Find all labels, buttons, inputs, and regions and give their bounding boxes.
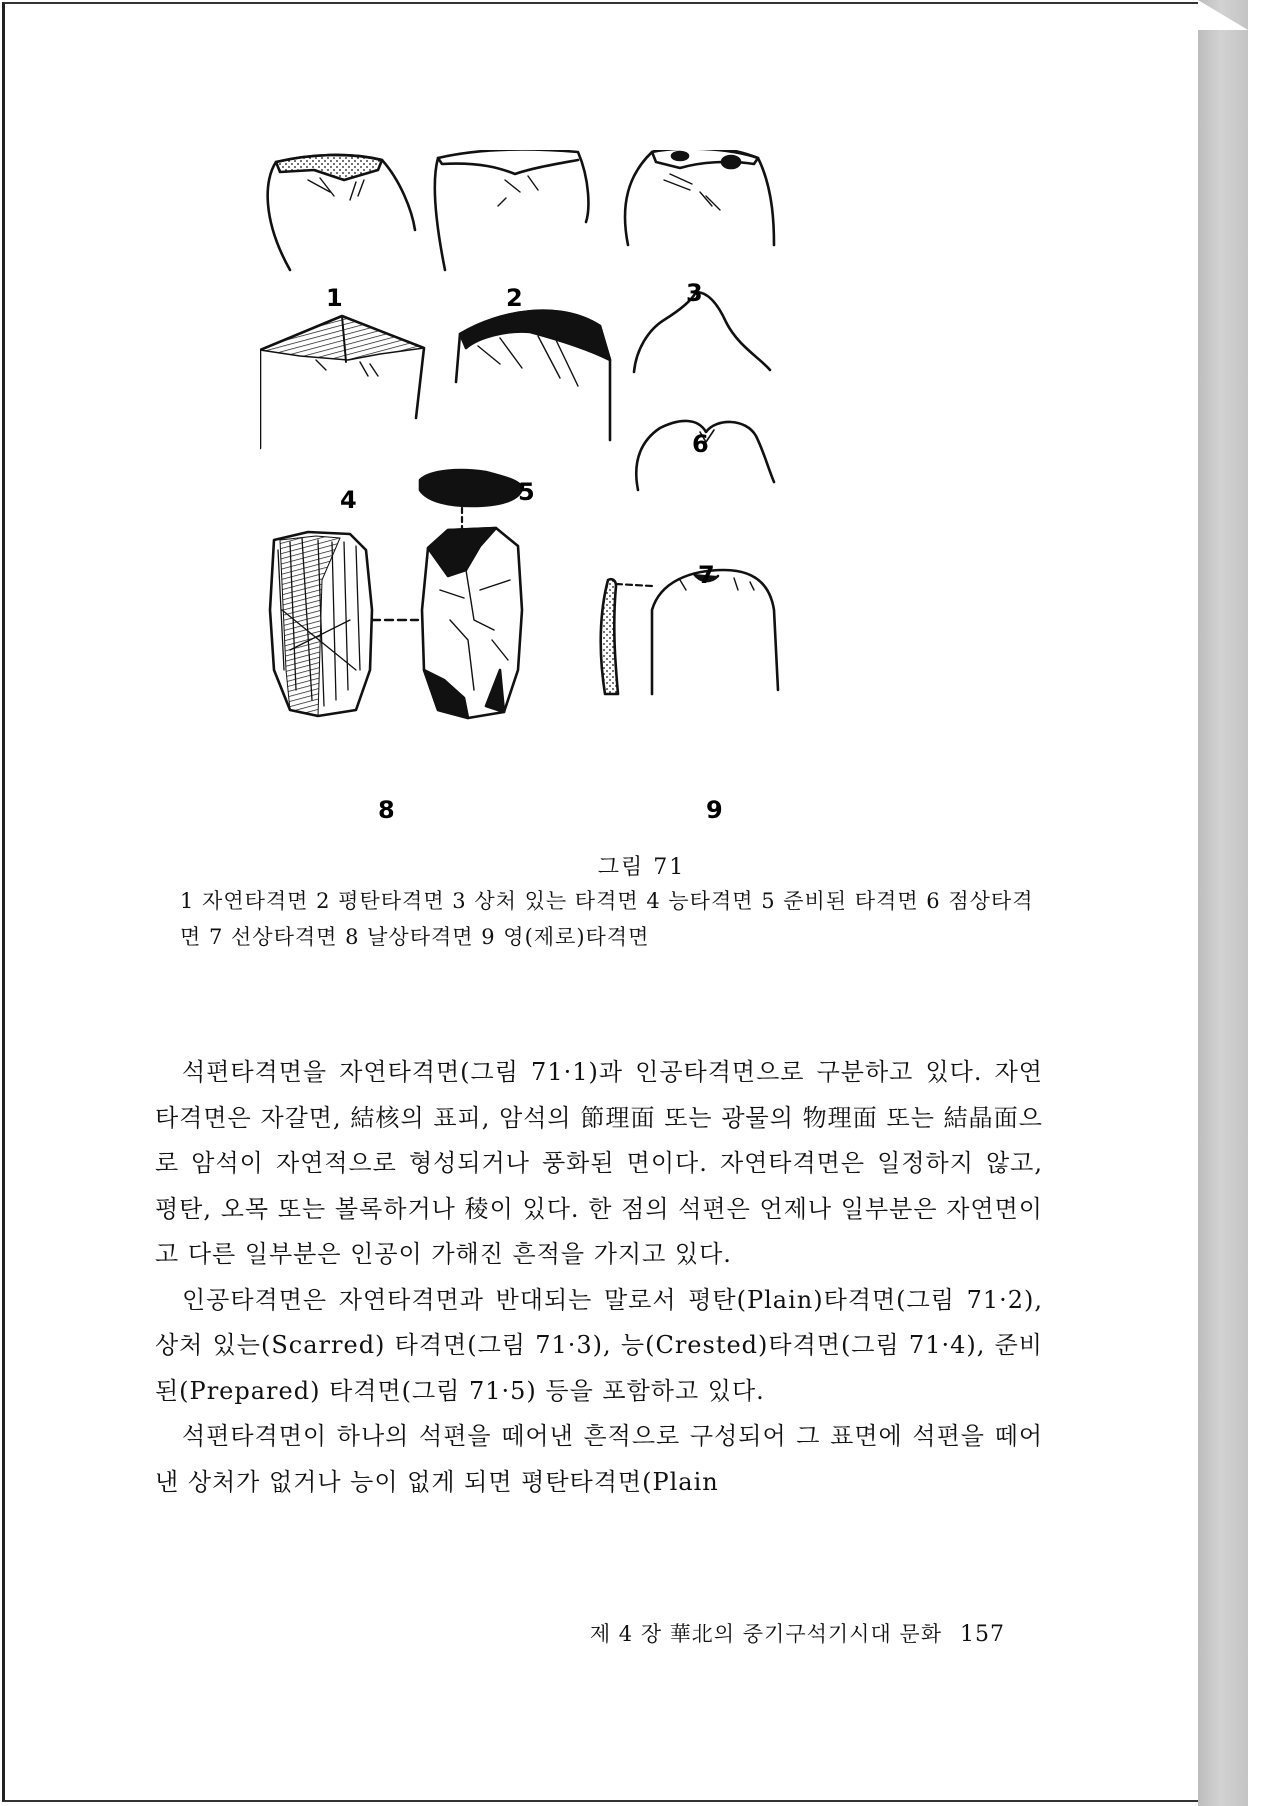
flake-drawing-9 — [601, 570, 778, 694]
flake-drawing-3 — [625, 150, 774, 245]
figure-title: 그림 71 — [597, 855, 686, 880]
paragraph: 석편타격면이 하나의 석편을 떼어낸 흔적으로 구성되어 그 표면에 석편을 떼어낸 상처가 없거나 능이 없게 되면 평탄타격면(Plain — [155, 1422, 1043, 1496]
figure-label-8: 8 — [378, 796, 395, 824]
paragraph: 석편타격면을 자연타격면(그림 71·1)과 인공타격면으로 구분하고 있다. 자연타격면은 자갈면, 結核의 표피, 암석의 節理面 또는 광물의 物理面 또는 結晶面으로 암석이 자연적으로 형성되거나 풍화된 면이다. 자연타격면은 일정하지 않고, 평탄, 오목 또는 볼록하거나 稜이 있다. 한 점의 석편은 언제나 일부분은 자연면이고 다른 일부분은 인공이 가해진 흔적을 가지고 있다. — [155, 1058, 1043, 1268]
figure-caption: 1 자연타격면 2 평탄타격면 3 상처 있는 타격면 4 능타격면 5 준비된 타격면 6 점상타격면 7 선상타격면 8 날상타격면 9 영(제로)타격면 — [180, 889, 1034, 949]
body-text — [155, 1050, 1043, 1505]
flake-drawing-2 — [435, 150, 588, 270]
figure-label-4: 4 — [340, 486, 357, 514]
figure-label-5: 5 — [518, 478, 535, 506]
paragraph: 인공타격면은 자연타격면과 반대되는 말로서 평탄(Plain)타격면(그림 71·2), 상처 있는(Scarred) 타격면(그림 71·3), 능(Crested)타격면(그림 71·4), 준비된(Prepared) 타격면(그림 71·5) 등을 포함하고 있다. — [155, 1285, 1043, 1405]
figure-label-6: 6 — [692, 430, 709, 458]
figure-label-1: 1 — [326, 284, 343, 312]
figure-label-9: 9 — [706, 796, 723, 824]
page-number: 157 — [960, 1622, 1005, 1647]
figure-label-3: 3 — [686, 279, 703, 307]
striking-platform-figure — [260, 150, 920, 850]
flake-drawing-1 — [268, 155, 415, 270]
figure-label-2: 2 — [506, 284, 523, 312]
flake-drawing-4 — [260, 316, 424, 448]
flake-drawing-5 — [456, 311, 610, 440]
chapter-title: 제 4 장 華北의 중기구석기시대 문화 — [589, 1622, 942, 1646]
flake-drawing-8 — [270, 470, 522, 718]
figure-label-7: 7 — [698, 561, 715, 589]
book-edge — [1198, 0, 1248, 1806]
running-footer — [0, 1618, 1005, 1648]
